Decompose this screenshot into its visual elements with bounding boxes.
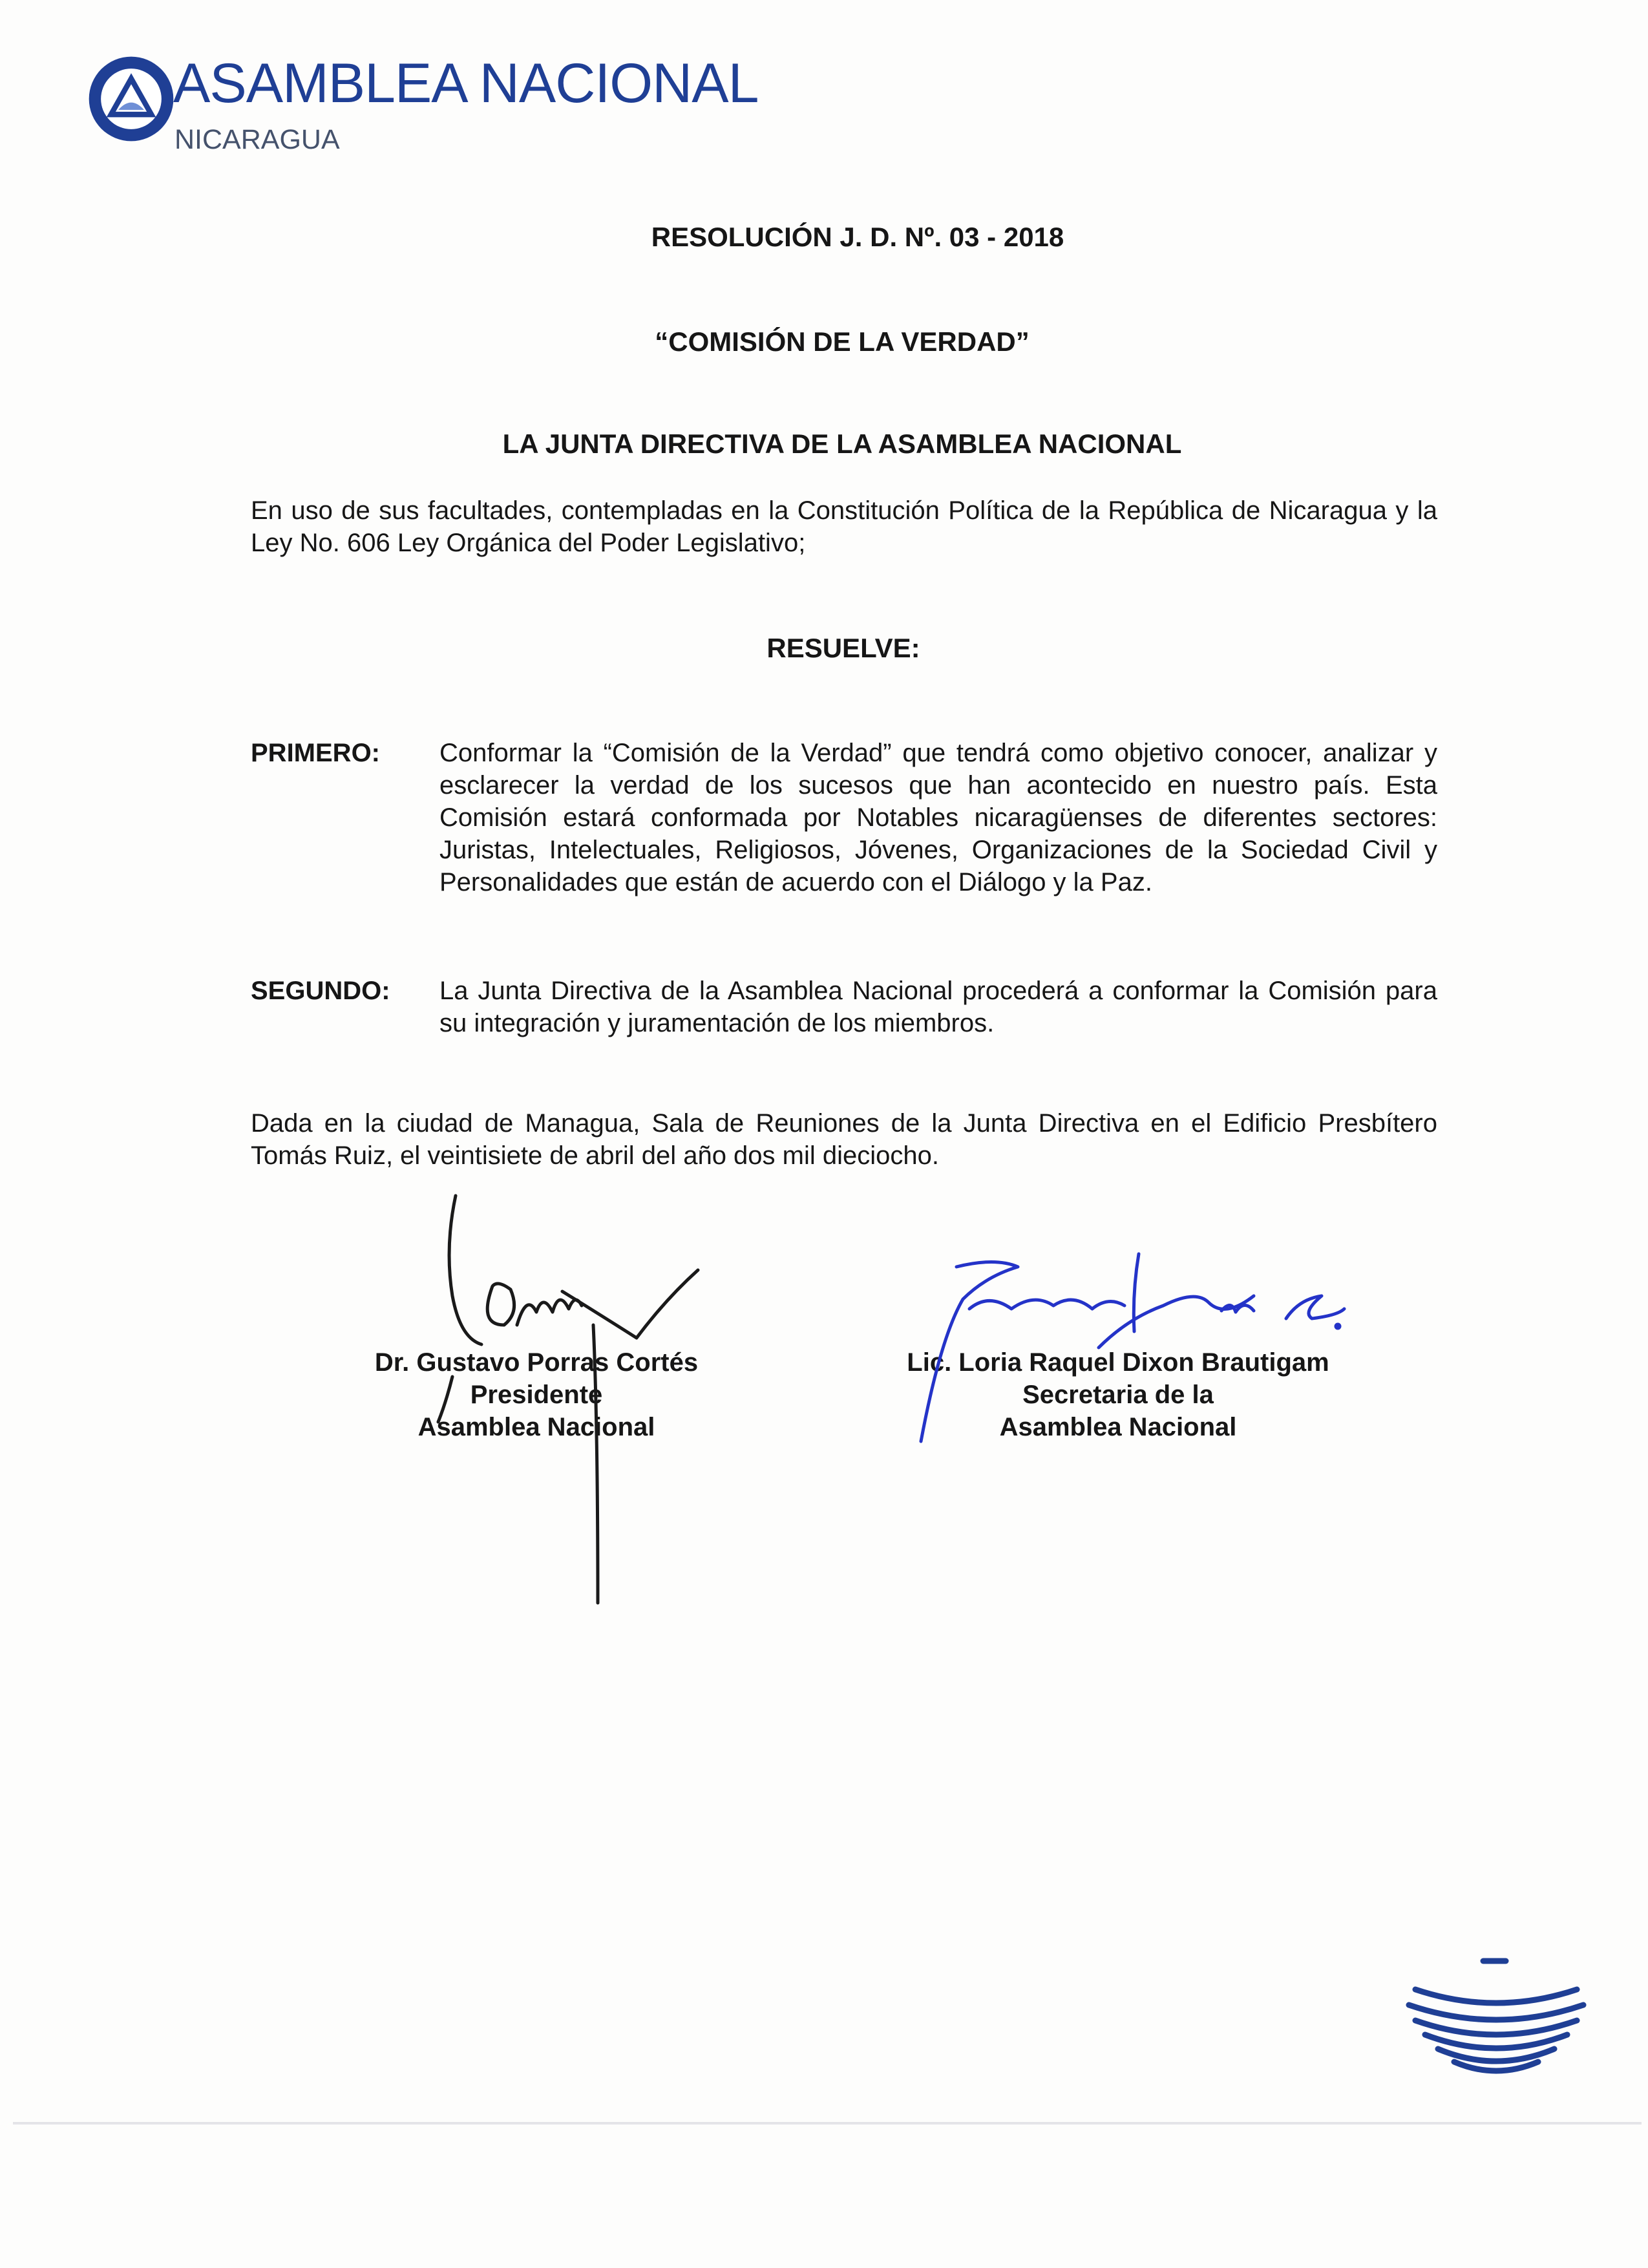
org-name: ASAMBLEA NACIONAL [173,52,759,114]
signatory-role: Secretaria de la [1022,1381,1214,1409]
signature-block-president [336,1346,737,1443]
signatory-name: Lic. Loria Raquel Dixon Brautigam [907,1348,1329,1377]
resolves-heading: RESUELVE: [766,633,920,663]
article-1-label: PRIMERO: [251,739,380,767]
national-emblem-icon [85,53,177,145]
issuer-heading: LA JUNTA DIRECTIVA DE LA ASAMBLEA NACIONAL [502,429,1182,459]
footer-divider [13,2122,1642,2125]
article-1-text: Conformar la “Comisión de la Verdad” que tendrá como objetivo conocer, analizar y esclarecer la verdad de los sucesos que han acontecido en nuestro país. Esta Comisión estará conformada por Notables nicaragüenses de diferentes sectores: Juristas, Intelectuales, Religiosos, Jóvenes, Organizaciones de la Sociedad Civil y Personalidades que están de acuerdo con el Diálogo y la Paz. [439,739,1437,896]
signatory-name: Dr. Gustavo Porras Cortés [374,1348,699,1377]
article-2-label: SEGUNDO: [251,977,390,1005]
article-2-text: La Junta Directiva de la Asamblea Nacional procederá a conformar la Comisión para su integración y juramentación de los miembros. [439,977,1437,1037]
resolution-title: RESOLUCIÓN J. D. Nº. 03 - 2018 [651,222,1064,252]
signatory-institution: Asamblea Nacional [417,1413,655,1441]
assembly-chamber-icon [1389,1952,1603,2081]
signatory-role: Presidente [470,1381,603,1409]
commission-title: “COMISIÓN DE LA VERDAD” [655,326,1030,357]
intro-paragraph: En uso de sus facultades, contempladas en la Constitución Política de la República de Nicaragua y la Ley No. 606 Ley Orgánica del Poder Legislativo; [251,496,1437,557]
org-country: NICARAGUA [174,124,340,155]
closing-paragraph: Dada en la ciudad de Managua, Sala de Reuniones de la Junta Directiva en el Edificio Presbítero Tomás Ruiz, el veintisiete de abril del año dos mil dieciocho. [251,1109,1437,1170]
signatory-institution: Asamblea Nacional [999,1413,1237,1441]
signature-block-secretary [866,1346,1370,1443]
